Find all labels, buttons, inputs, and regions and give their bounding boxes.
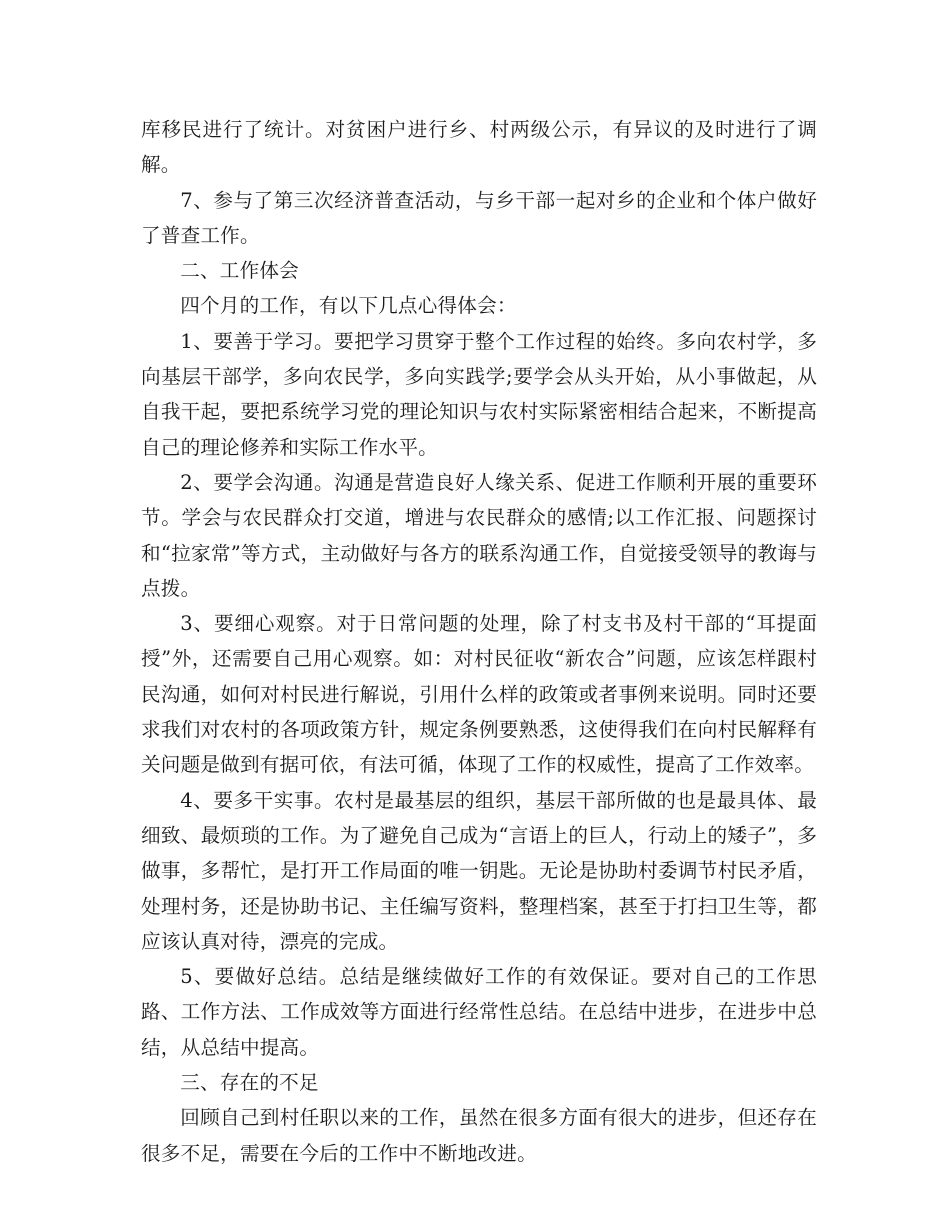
paragraph-8: 4、要多干实事。农村是最基层的组织，基层干部所做的也是最具体、最细致、最烦琐的工作。为了避免自己成为“言语上的巨人，行动上的矮子”，多做事，多帮忙，是打开工作局面的唯一钥匙。无论是协助村委调节村民矛盾，处理村务，还是协助书记、主任编写资料，整理档案，甚至于打扫卫生等，都应该认真对待，漂亮的完成。 [141, 788, 817, 953]
section-heading-work-experience: 二、工作体会 [180, 259, 299, 283]
paragraph-5: 1、要善于学习。要把学习贯穿于整个工作过程的始终。多向农村学，多向基层干部学，多向农民学，多向实践学;要学会从头开始，从小事做起，从自我干起，要把系统学习党的理论知识与农村实际紧密相结合起来，不断提高自己的理论修养和实际工作水平。 [141, 329, 817, 459]
paragraph-1: 库移民进行了统计。对贫困户进行乡、村两级公示，有异议的及时进行了调解。 [141, 118, 817, 177]
document-body [141, 112, 817, 1171]
paragraph-4: 四个月的工作，有以下几点心得体会： [180, 294, 517, 318]
paragraph-9: 5、要做好总结。总结是继续做好工作的有效保证。要对自己的工作思路、工作方法、工作成效等方面进行经常性总结。在总结中进步，在进步中总结，从总结中提高。 [141, 965, 817, 1059]
paragraph-2: 7、参与了第三次经济普查活动，与乡干部一起对乡的企业和个体户做好了普查工作。 [141, 188, 817, 247]
paragraph-11: 回顾自己到村任职以来的工作，虽然在很多方面有很大的进步，但还存在很多不足，需要在今后的工作中不断地改进。 [141, 1106, 817, 1165]
section-heading-shortcomings: 三、存在的不足 [180, 1071, 319, 1095]
paragraph-6: 2、要学会沟通。沟通是营造良好人缘关系、促进工作顺利开展的重要环节。学会与农民群众打交道，增进与农民群众的感情;以工作汇报、问题探讨和“拉家常”等方式，主动做好与各方的联系沟通工作，自觉接受领导的教诲与点拨。 [141, 470, 817, 600]
paragraph-7: 3、要细心观察。对于日常问题的处理，除了村支书及村干部的“耳提面授”外，还需要自己用心观察。如：对村民征收“新农合”问题，应该怎样跟村民沟通，如何对村民进行解说，引用什么样的政策或者事例来说明。同时还要求我们对农村的各项政策方针，规定条例要熟悉，这使得我们在向村民解释有关问题是做到有据可依，有法可循，体现了工作的权威性，提高了工作效率。 [141, 612, 817, 777]
